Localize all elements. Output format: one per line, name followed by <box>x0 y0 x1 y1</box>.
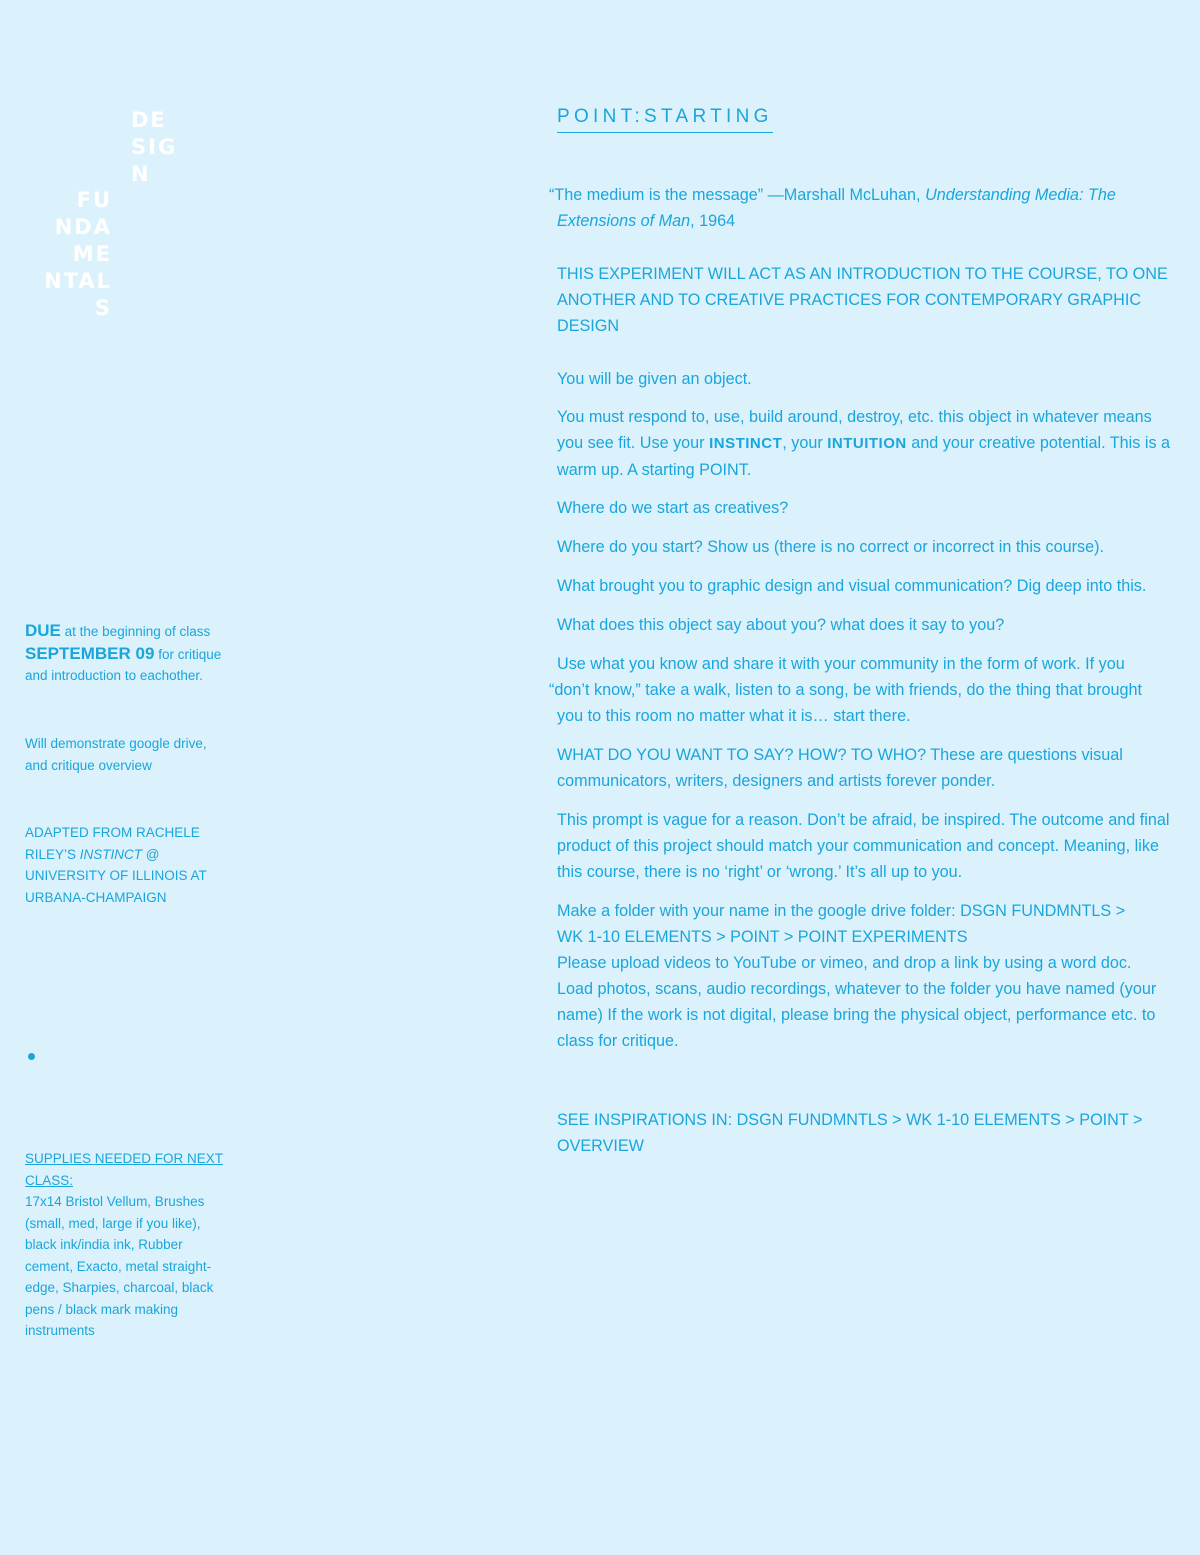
inspirations-note <box>557 1107 1187 1159</box>
logo-text: NTAL <box>44 269 112 293</box>
demo-text: and critique overview <box>25 757 152 773</box>
instruction-text: Make a folder with your name in the google drive folder: DSGN FUNDMNTLS > <box>557 902 1126 920</box>
attribution-title: INSTINCT <box>79 846 143 862</box>
paragraph: Where do we start as creatives? <box>557 499 789 517</box>
paragraph-text: warm up. A starting POINT. <box>557 461 752 479</box>
instruction-text: WK 1-10 ELEMENTS > POINT > POINT EXPERIMENTS <box>557 928 968 946</box>
attribution-text: URBANA-CHAMPAIGN <box>25 889 167 905</box>
paragraph <box>557 404 1187 483</box>
paragraph-text: you see fit. Use your <box>557 434 710 452</box>
due-label: DUE <box>25 621 61 640</box>
logo-text: FU <box>76 188 112 212</box>
supplies-text: instruments <box>25 1323 95 1338</box>
paragraph-text: You must respond to, use, build around, destroy, etc. this object in whatever means <box>557 408 1152 426</box>
demo-text: Will demonstrate google drive, <box>25 736 207 751</box>
paragraph-text: “don’t know,” take a walk, listen to a song, be with friends, do the thing that brought <box>549 681 1142 699</box>
emphasis-text: INSTINCT <box>709 435 783 452</box>
attribution <box>25 822 225 908</box>
supplies-text: black ink/india ink, Rubber <box>25 1237 183 1252</box>
paragraph <box>557 742 1187 794</box>
quote-text: , 1964 <box>690 212 736 230</box>
paragraph: What brought you to graphic design and visual communication? Dig deep into this. <box>557 577 1147 595</box>
page-title: POINT:STARTING <box>557 106 773 133</box>
paragraph-text: product of this project should match your communication and concept. Meaning, like <box>557 837 1159 855</box>
due-block <box>25 620 225 687</box>
paragraph-text: this course, there is no ‘right’ or ‘wrong.’ It’s all up to you. <box>557 863 963 881</box>
instructions <box>557 898 1193 1054</box>
logo-text: DE <box>131 108 167 132</box>
attribution-text: @ <box>142 846 160 862</box>
logo-text: N <box>131 162 151 186</box>
instruction-text: class for critique. <box>557 1032 679 1050</box>
due-text: for critique <box>154 646 222 662</box>
due-text: at the beginning of class <box>60 624 211 639</box>
paragraph: You will be given an object. <box>557 370 752 388</box>
supplies-text: (small, med, large if you like), <box>25 1215 201 1231</box>
logo-text: ME <box>72 242 112 266</box>
inspirations-text: OVERVIEW <box>557 1137 644 1155</box>
intro-text: ANOTHER AND TO CREATIVE PRACTICES FOR CONTEMPORARY GRAPHIC DESIGN <box>557 291 1142 335</box>
logo-fundamentals <box>44 187 112 322</box>
paragraph-text: and your creative potential. This is a <box>906 434 1171 452</box>
paragraph-text: , your <box>782 434 828 452</box>
intro-text: THIS EXPERIMENT WILL ACT AS AN INTRODUCTION TO THE COURSE, TO ONE <box>557 265 1168 283</box>
quote <box>549 182 1187 234</box>
logo-text: NDA <box>54 215 112 239</box>
demo-note <box>25 733 225 776</box>
instruction-text: Load photos, scans, audio recordings, whatever to the folder you have named (your <box>557 980 1157 998</box>
bullet-dot <box>28 1053 35 1060</box>
supplies-text: edge, Sharpies, charcoal, black <box>25 1280 214 1295</box>
paragraph <box>557 807 1193 885</box>
logo-text: SIG <box>131 135 178 159</box>
inspirations-text: SEE INSPIRATIONS IN: DSGN FUNDMNTLS > WK 1-10 ELEMENTS > POINT > <box>557 1111 1143 1129</box>
instruction-text: Please upload videos to YouTube or vimeo, and drop a link by using a word doc. <box>557 954 1132 972</box>
paragraph-text: WHAT DO YOU WANT TO SAY? HOW? TO WHO? These are questions visual <box>557 746 1123 764</box>
supplies-heading: CLASS: <box>25 1172 74 1188</box>
supplies-text: pens / black mark making <box>25 1301 179 1317</box>
paragraph: Where do you start? Show us (there is no correct or incorrect in this course). <box>557 538 1104 556</box>
quote-source: Extensions of Man <box>557 212 691 230</box>
paragraph-text: you to this room no matter what it is… start there. <box>557 707 911 725</box>
attribution-text: RILEY’S <box>25 846 80 862</box>
supplies-block <box>25 1148 225 1342</box>
attribution-text: ADAPTED FROM RACHELE <box>25 825 200 840</box>
quote-source: Understanding Media: The <box>925 186 1116 204</box>
intro-statement <box>557 261 1197 339</box>
logo-design <box>131 107 177 188</box>
logo-text: S <box>94 296 112 320</box>
paragraph <box>549 651 1187 729</box>
paragraph-text: This prompt is vague for a reason. Don’t be afraid, be inspired. The outcome and final <box>557 811 1170 829</box>
supplies-text: cement, Exacto, metal straight- <box>25 1258 212 1274</box>
supplies-text: 17x14 Bristol Vellum, Brushes <box>25 1194 205 1209</box>
due-date: SEPTEMBER 09 <box>25 643 155 663</box>
paragraph-text: Use what you know and share it with your community in the form of work. If you <box>557 655 1125 673</box>
quote-text: “The medium is the message” —Marshall McLuhan, <box>549 186 926 204</box>
emphasis-text: INTUITION <box>827 435 907 452</box>
attribution-text: UNIVERSITY OF ILLINOIS AT <box>25 868 207 883</box>
paragraph-text: communicators, writers, designers and artists forever ponder. <box>557 772 996 790</box>
supplies-heading: SUPPLIES NEEDED FOR NEXT <box>25 1151 224 1166</box>
due-text: and introduction to eachother. <box>25 668 203 683</box>
paragraph: What does this object say about you? what does it say to you? <box>557 616 1005 634</box>
instruction-text: name) If the work is not digital, please bring the physical object, performance etc. to <box>557 1006 1156 1024</box>
